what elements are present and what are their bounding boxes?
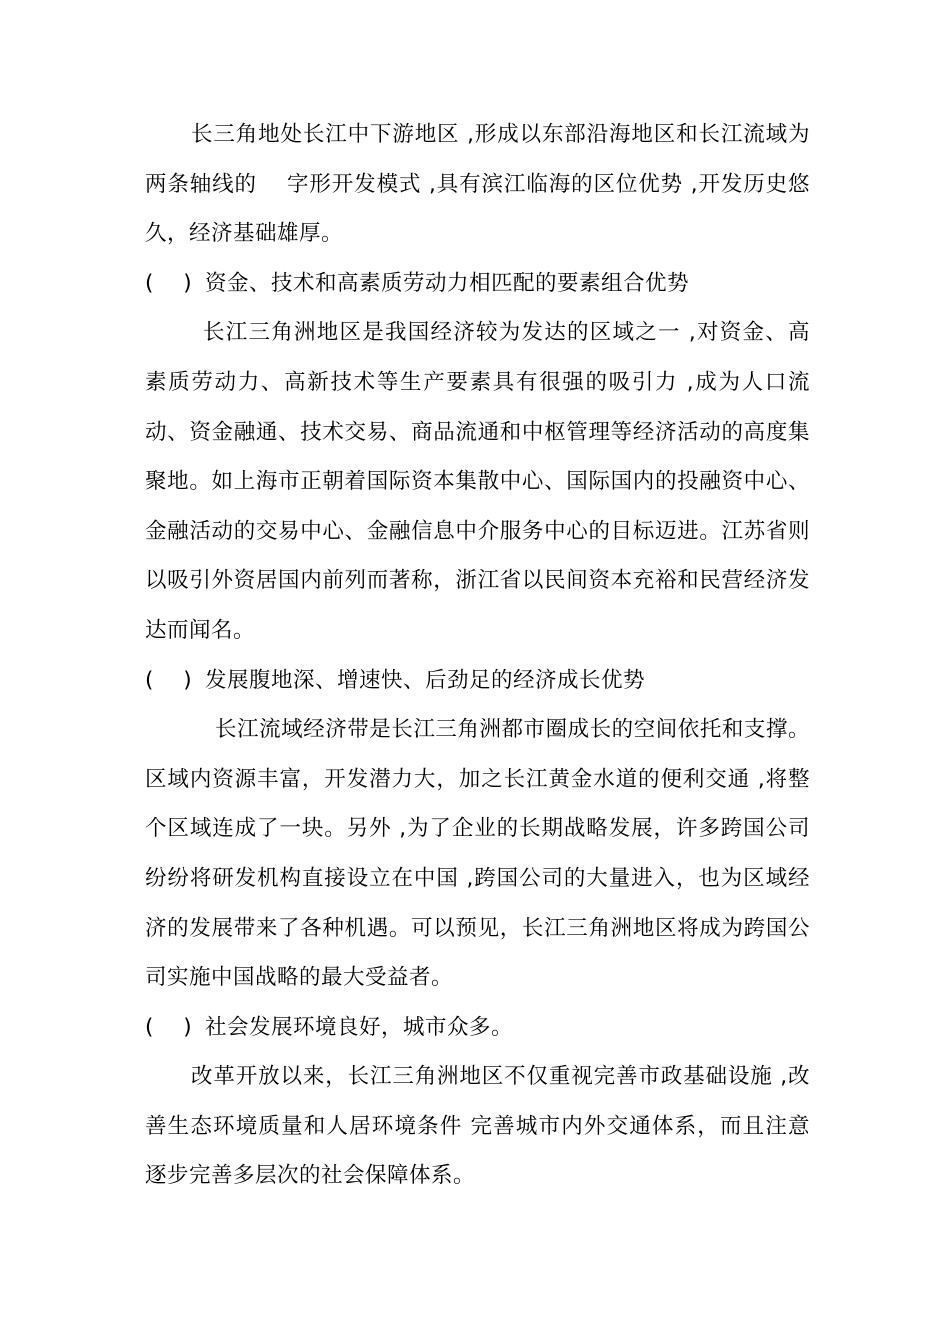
section-heading-social-environment <box>145 1003 810 1053</box>
paragraph-social-environment: 改革开放以来，长江三角洲地区不仅重视完善市政基础设施 ,改善生态环境质量和人居环境条件 完善城市内外交通体系，而且注意逐步完善多层次的社会保障体系。 <box>145 1064 810 1189</box>
section-number-placeholder: ( ) <box>145 667 193 693</box>
paragraph-factor-advantage: 长江三角洲地区是我国经济较为发达的区域之一 ,对资金、高素质劳动力、高新技术等生产要素具有很强的吸引力 ,成为人口流动、资金融通、技术交易、商品流通和中枢管理等经济活动的高度集聚地。如上海市正朝着国际资本集散中心、国际国内的投融资中心、金融活动的交易中心、金融信息中介服务中心的目标迈进。江苏省则以吸引外资居国内前列而著称，浙江省以民间资本充裕和民营经济发达而闻名。 <box>145 320 810 643</box>
section-number-placeholder: ( ) <box>145 270 193 296</box>
section-heading-text: 社会发展环境良好，城市众多。 <box>205 1014 514 1040</box>
paragraph-regional-advantage: 长三角地处长江中下游地区 ,形成以东部沿海地区和长江流域为两条轴线的 字形开发模式 ,具有滨江临海的区位优势 ,开发历史悠久，经济基础雄厚。 <box>145 122 810 247</box>
document-body <box>145 110 810 1201</box>
section-heading-text: 资金、技术和高素质劳动力相匹配的要素组合优势 <box>205 270 690 296</box>
section-heading-text: 发展腹地深、增速快、后劲足的经济成长优势 <box>205 667 646 693</box>
section-heading-growth-advantage <box>145 656 810 706</box>
section-heading-factor-advantage <box>145 259 810 309</box>
paragraph-growth-advantage: 长江流域经济带是长江三角洲都市圈成长的空间依托和支撑。区域内资源丰富，开发潜力大，加之长江黄金水道的便利交通 ,将整个区域连成了一块。另外 ,为了企业的长期战略发展，许多跨国公司纷纷将研发机构直接设立在中国 ,跨国公司的大量进入，也为区域经济的发展带来了各种机遇。可以预见，长江三角洲地区将成为跨国公司实施中国战略的最大受益者。 <box>145 717 810 991</box>
section-number-placeholder: ( ) <box>145 1014 193 1040</box>
